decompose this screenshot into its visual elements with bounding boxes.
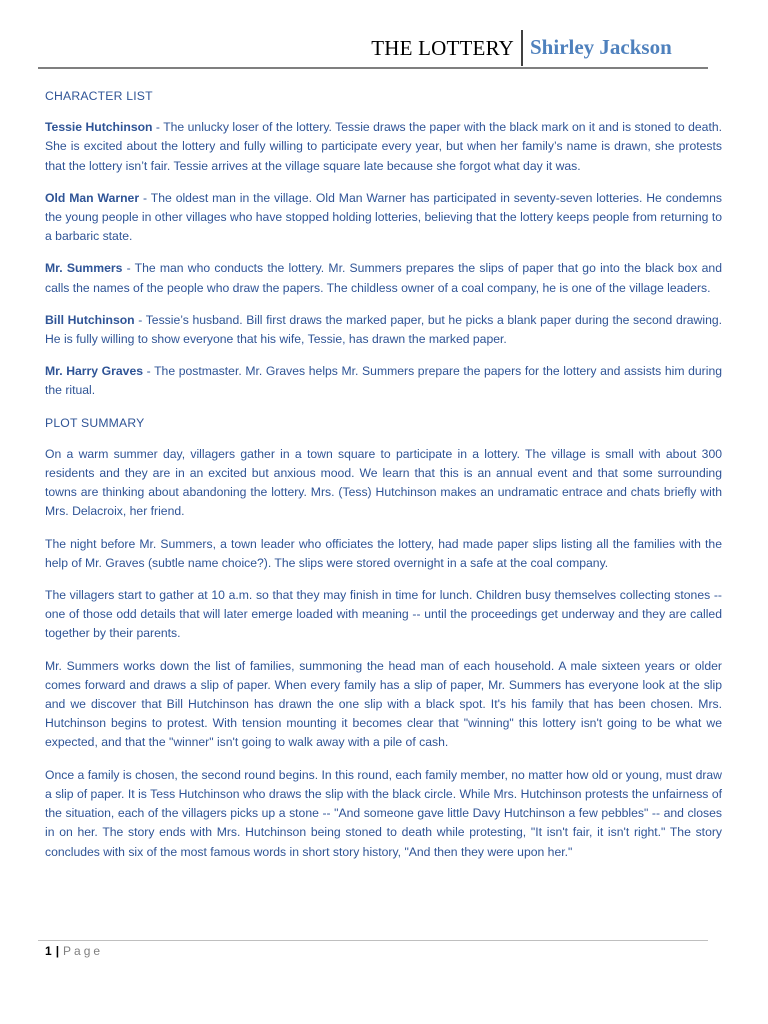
character-name: Bill Hutchinson (45, 312, 135, 327)
character-entry (45, 118, 722, 176)
character-list-heading: CHARACTER LIST (45, 89, 153, 103)
plot-paragraph: On a warm summer day, villagers gather in a town square to participate in a lottery. The village is small with about 300 residents and they are in an excited but anxious mood. We learn that this is an annual event and that some surrounding towns are thinking about abandoning the lottery. Mrs. (Tess) Hutchinson makes an undramatic entrace and chats briefly with Mrs. Delacroix, her friend. (45, 446, 722, 519)
plot-paragraph: Once a family is chosen, the second round begins. In this round, each family member, no matter how old or young, must draw a slip of paper. It is Tess Hutchinson who draws the slip with the black circle. While Mrs. Hutchinson protests the unfairness of the situation, each of the villagers picks up a stone -- "And someone gave little Davy Hutchinson a few pebbles" -- and closes in on her. The story ends with Mrs. Hutchinson being stoned to death while protesting, "It isn't fair, it isn't right." The story concludes with six of the most famous words in short story history, "And then they were upon her." (45, 767, 722, 859)
character-name: Old Man Warner (45, 190, 140, 205)
character-entry (45, 362, 722, 400)
character-description: - The postmaster. Mr. Graves helps Mr. Summers prepare the papers for the lottery and assists him during the ritual. (45, 364, 723, 398)
character-description: - The man who conducts the lottery. Mr. Summers prepares the slips of paper that go into the black box and calls the names of the people who draw the papers. The childless owner of a coal company, he is one of the village leaders. (45, 261, 722, 295)
character-entry (45, 311, 722, 349)
character-description: - The unlucky loser of the lottery. Tessie draws the paper with the black mark on it and is stoned to death. She is excited about the lottery and fully willing to participate every year, but when her family’s name is drawn, she protests that the lottery isn’t fair. Tessie arrives at the village square late because she forgot what day it was. (45, 120, 722, 173)
document-body (45, 87, 722, 875)
character-description: - Tessie’s husband. Bill first draws the marked paper, but he picks a blank paper during the second drawing. He is fully willing to show everyone that his wife, Tessie, has drawn the marked paper. (45, 312, 723, 347)
plot-paragraph: The night before Mr. Summers, a town leader who officiates the lottery, had made paper slips listing all the families with the help of Mr. Graves (subtle name choice?). The slips were stored overnight in a safe at the coal company. (45, 536, 722, 570)
character-entry (45, 259, 722, 297)
page-footer (45, 944, 103, 958)
page-label: Page (63, 944, 104, 958)
character-name: Mr. Harry Graves (45, 364, 144, 379)
document-title: THE LOTTERY (371, 36, 514, 60)
footer-separator: | (55, 944, 60, 958)
character-description: - The oldest man in the village. Old Man Warner has participated in seventy-seven lotteries. He condemns the young people in other villages who have stopped holding lotteries, believing that the lottery keeps people from returning to a barbaric state. (45, 190, 722, 244)
footer-rule (38, 940, 708, 941)
page-header (0, 30, 708, 66)
character-name: Tessie Hutchinson (45, 120, 153, 135)
header-rule (38, 67, 708, 69)
character-entry (45, 189, 722, 247)
plot-paragraph: The villagers start to gather at 10 a.m. so that they may finish in time for lunch. Children busy themselves collecting stones -- one of those odd details that will later emerge loaded with meaning -- until the proceedings get underway and they are called together by their parents. (45, 588, 722, 641)
plot-paragraph: Mr. Summers works down the list of families, summoning the head man of each household. A male sixteen years or older comes forward and draws a slip of paper. When every family has a slip of paper, Mr. Summers has everyone look at the slip and we discover that Bill Hutchinson has drawn the one slip with a black spot. It's his family that has been chosen. Mrs. Hutchinson begins to protest. With tension mounting it becomes clear that "winning" this lottery isn't going to be what we expected, and that the "winner" isn't going to walk away with a pile of cash. (45, 658, 722, 750)
author-name: Shirley Jackson (530, 35, 672, 59)
page-number: 1 (45, 944, 52, 958)
character-name: Mr. Summers (45, 261, 123, 276)
plot-summary-heading: PLOT SUMMARY (45, 415, 145, 430)
header-divider (521, 30, 523, 66)
